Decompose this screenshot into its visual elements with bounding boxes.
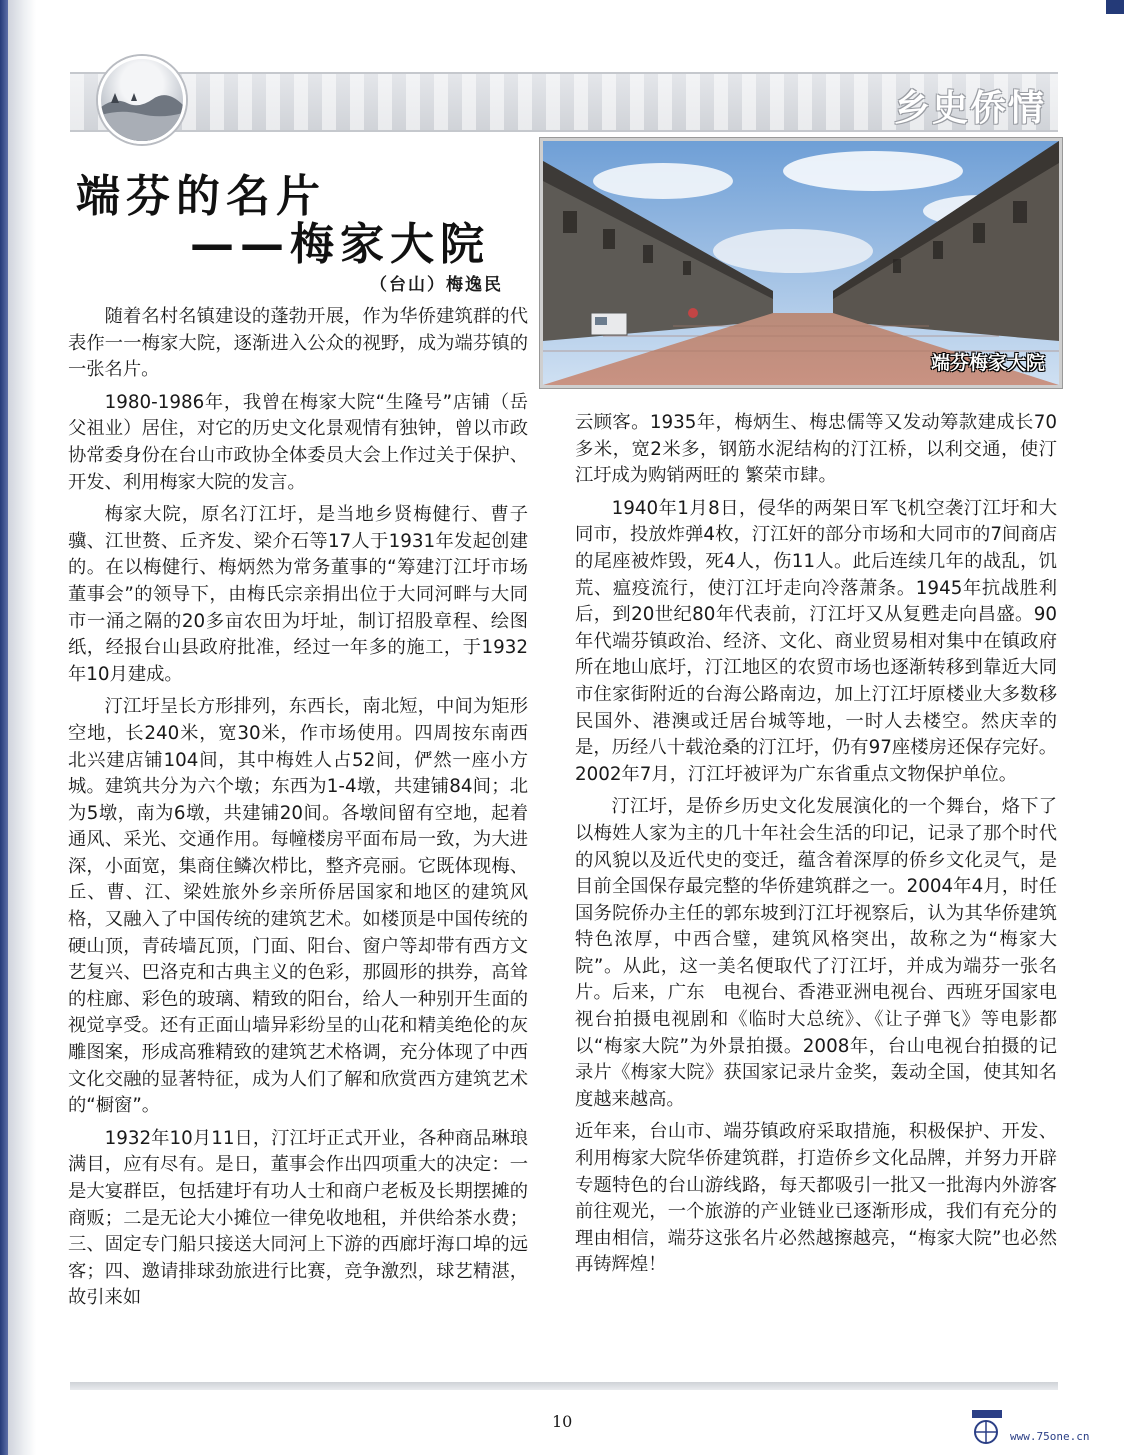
photo-caption: 端芬梅家大院 (930, 352, 1045, 374)
watermark-url: www.75one.cn (1010, 1430, 1090, 1443)
section-banner (70, 72, 1058, 132)
article-title-line1: 端芬的名片 (76, 171, 326, 222)
paragraph: 随着名村名镇建设的蓬勃开展，作为华侨建筑群的代表作一一梅家大院，逐渐进入公众的视野，成为端芬镇的一张名片。 (68, 306, 528, 381)
paragraph: 近年来，台山市、端芬镇政府采取措施，积极保护、开发、利用梅家大院华侨建筑群，打造侨乡文化品牌，并努力开辟专题特色的台山游线路，每天都吸引一批又一批海内外游客前往观光，一个旅游的产业链业已逐渐形成，我们有充分的理由相信，端芬这张名片必然越擦越亮，“梅家大院”也必然再铸辉煌！ (575, 1121, 1057, 1276)
paragraph-continued: 云顾客。1935年，梅炳生、梅忠儒等又发动筹款建成长70多米，宽2米多，钢筋水泥结构的汀江桥，以利交通，使汀江圩成为购销两旺的 繁荣市肆。 (575, 412, 1057, 487)
paragraph: 1940年1月8日，侵华的两架日军飞机空袭汀江圩和大同市，投放炸弹4枚，汀江奸的部分市场和大同市的7间商店的尾座被炸毁，死4人，伤11人。此后连续几年的战乱，饥荒、瘟疫流行，使汀江圩走向冷落萧条。1945年抗战胜利后，到20世纪80年代表前，汀江圩又从复甦走向昌盛。90年代端芬镇政治、经济、文化、商业贸易相对集中在镇政府所在地山底圩，汀江地区的农贸市场也逐渐转移到靠近大同市住家街附近的台海公路南边，加上汀江圩原楼业大多数移民国外、港澳或迁居台城等地，一时人去楼空。然庆幸的是，历经八十载沧桑的汀江圩，仍有97座楼房还保存完好。2002年7月，汀江圩被评为广东省重点文物保护单位。 (575, 497, 1057, 785)
article-author: （台山）梅逸民 (370, 275, 503, 295)
left-column (68, 304, 528, 1318)
article-title-line2: ——梅家大院 (190, 219, 490, 270)
paragraph: 1932年10月11日，汀江圩正式开业，各种商品琳琅满目，应有尽有。是日，董事会作出四项重大的决定：一是大宴群臣，包括建圩有功人士和商户老板及长期摆摊的商贩；二是无论大小摊位一律免收地租，并供给茶水费；三、固定专门船只接送大同河上下游的西廊圩海口埠的远客；四、邀请排球劲旅进行比赛，竞争激烈，球艺精湛，故引来如 (68, 1127, 528, 1309)
paragraph: 汀江圩，是侨乡历史文化发展演化的一个舞台，烙下了以梅姓人家为主的几十年社会生活的印记，记录了那个时代的风貌以及近代史的变迁，蕴含着深厚的侨乡文化灵气，是目前全国保存最完整的华侨建筑群之一。2004年4月，时任国务院侨办主任的郭东坡到汀江圩视察后，认为其华侨建筑特色浓厚，中西合璧，建筑风格突出，故称之为“梅家大院”。从此，这一美名便取代了汀江圩，并成为端芬一张名片。后来，广东 电视台、香港亚洲电视台、西班牙国家电视台拍摄电视剧和《临时大总统》、《让子弹飞》等电影都以“梅家大院”为外景拍摄。2008年，台山电视台拍摄的记录片《梅家大院》获国家记录片金奖，轰动全国，使其知名度越来越高。 (575, 796, 1057, 1110)
landscape-medallion-icon (98, 56, 186, 144)
street-photo (540, 138, 1062, 388)
page-number: 10 (552, 1412, 573, 1431)
paragraph: 梅家大院，原名汀江圩，是当地乡贤梅健行、曹子骥、江世赘、丘齐发、梁介石等17人于1931年发起创建的。在以梅健行、梅炳然为常务董事的“筹建汀江圩市场董事会”的领导下，由梅氏宗亲捐出位于大同河畔与大同市一涌之隔的20多亩农田为圩址，制订招股章程、绘图纸，经报台山县政府批准，经过一年多的施工，于1932年10月建成。 (68, 504, 528, 685)
page-spine (0, 0, 8, 1455)
paragraph: 1980-1986年，我曾在梅家大院“生隆号”店铺（岳父祖业）居住，对它的历史文化景观情有独钟，曾以市政协常委身份在台山市政协全体委员大会上作过关于保护、开发、利用梅家大院的发言。 (68, 391, 528, 493)
corner-mark (1106, 0, 1124, 14)
footer-rule (70, 1382, 1058, 1390)
section-title: 乡史侨情 (893, 88, 1046, 129)
page-spine-shadow (8, 0, 36, 1455)
paragraph: 汀江圩呈长方形排列，东西长，南北短，中间为矩形空地，长240米，宽30米，作市场使用。四周按东南西北兴建店铺104间，其中梅姓人占52间，俨然一座小方城。建筑共分为六个墩；东西为1-4墩，共建铺84间；北为5墩，南为6墩，共建铺20间。各墩间留有空地，起着通风、采光、交通作用。每幢楼房平面布局一致，为大进深，小面宽，集商住鳞次栉比，整齐亮丽。它既体现梅、丘、曹、江、梁姓旅外乡亲所侨居国家和地区的建筑风格，又融入了中国传统的建筑艺术。如楼顶是中国传统的硬山顶，青砖墙瓦顶，门面、阳台、窗户等却带有西方文艺复兴、巴洛克和古典主义的色彩，那圆形的拱券，高耸的柱廊、彩色的玻璃、精致的阳台，给人一种别开生面的视觉享受。还有正面山墙异彩纷呈的山花和精美绝伦的灰雕图案，形成高雅精致的建筑艺术格调，充分体现了中西文化交融的显著特征，成为人们了解和欣赏西方建筑艺术的“橱窗”。 (68, 696, 528, 1117)
right-column (575, 410, 1057, 1285)
